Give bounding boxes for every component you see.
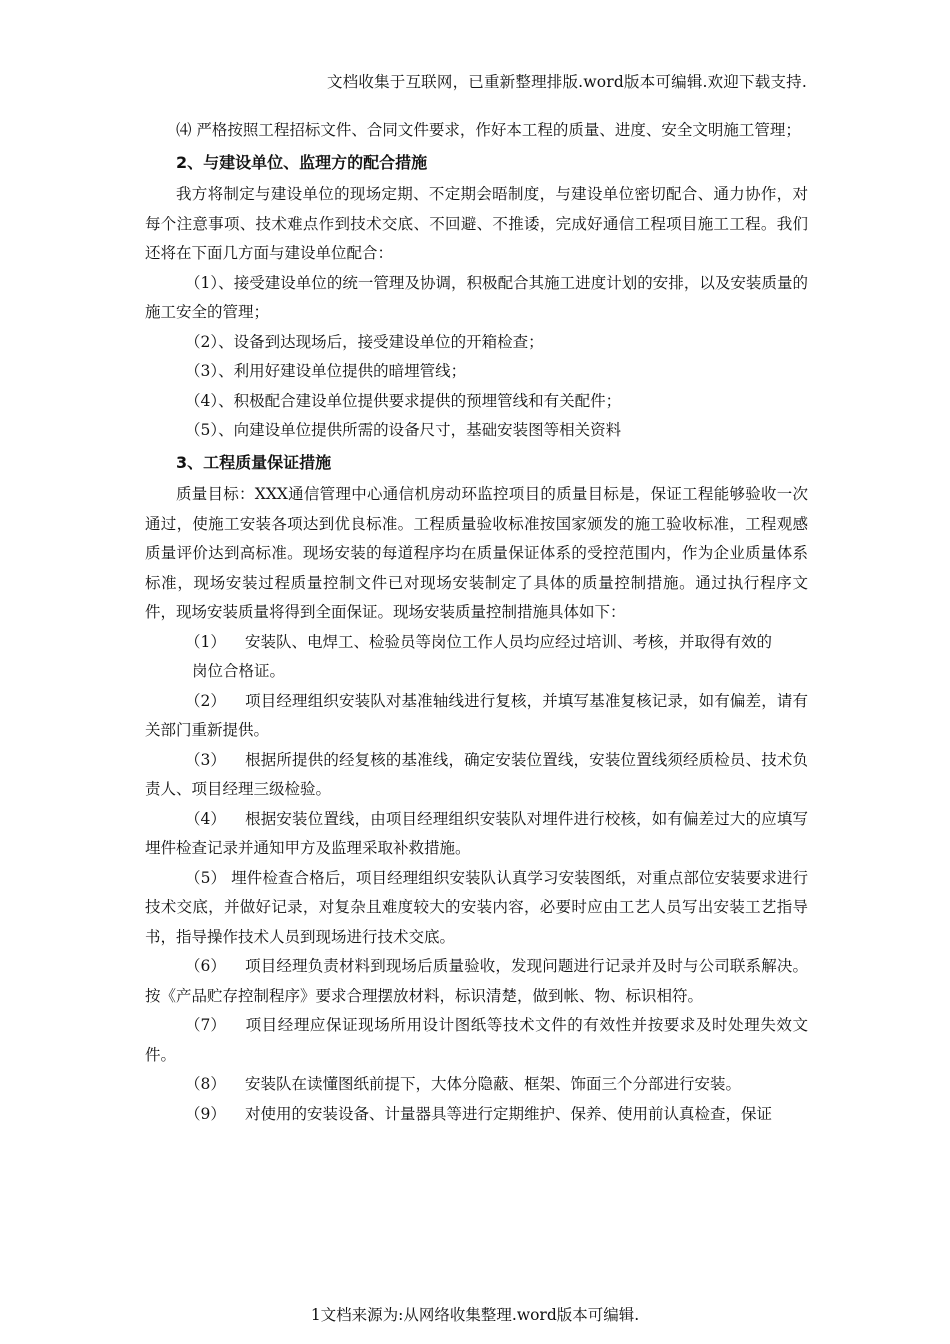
section-2-item: （1）、接受建设单位的统一管理及协调，积极配合其施工进度计划的安排，以及安装质量的施工安全的管理； — [145, 273, 808, 321]
quality-item-3 — [145, 746, 808, 805]
quality-item-7 — [145, 1011, 808, 1070]
page-header: 文档收集于互联网，已重新整理排版.word版本可编辑.欢迎下载支持. — [326, 73, 807, 91]
quality-item-2 — [145, 687, 808, 746]
item-number: （6） — [185, 957, 226, 975]
quality-item-1 — [145, 628, 808, 658]
item-number: （1） — [185, 632, 226, 651]
quality-item-8 — [145, 1070, 808, 1100]
item-number: （4） — [185, 809, 226, 828]
item-text: 安装队、电焊工、检验员等岗位工作人员均应经过培训、考核，并取得有效的 — [245, 632, 773, 651]
item-text: 安装队在读懂图纸前提下，大体分隐蔽、框架、饰面三个分部进行安装。 — [245, 1075, 742, 1093]
quality-item-9 — [145, 1100, 808, 1130]
item-text: 项目经理组织安装队对基准轴线进行复核，并填写基准复核记录，如有偏差，请有关部门重新提供。 — [145, 691, 808, 739]
section-2-heading: 2、与建设单位、监理方的配合措施 — [176, 152, 428, 172]
item-number: （8） — [185, 1075, 226, 1093]
section-2-item: （3）、利用好建设单位提供的暗埋管线； — [185, 362, 467, 380]
section-2-item: （4）、积极配合建设单位提供要求提供的预埋管线和有关配件； — [185, 391, 622, 410]
section-2-item: （5）、向建设单位提供所需的设备尺寸，基础安装图等相关资料 — [185, 421, 622, 439]
item-number: （2） — [185, 691, 226, 710]
item-number: （7） — [185, 1016, 226, 1034]
section-2-item: （2）、设备到达现场后，接受建设单位的开箱检查； — [185, 332, 544, 351]
quality-item-1-continuation: 岗位合格证。 — [192, 662, 286, 680]
item-text: 根据所提供的经复核的基准线，确定安装位置线，安装位置线须经质检员、技术负责人、项目经理三级检验。 — [145, 750, 808, 798]
page-content — [145, 116, 808, 1129]
item-number: （3） — [185, 750, 226, 769]
section-2-paragraph: 我方将制定与建设单位的现场定期、不定期会晤制度，与建设单位密切配合、通力协作，对每个注意事项、技术难点作到技术交底、不回避、不推诿，完成好通信工程项目施工工程。我们还将在下面几方面与建设单位配合： — [145, 185, 808, 262]
quality-item-6 — [145, 952, 808, 1011]
item-text: 项目经理负责材料到现场后质量验收，发现问题进行记录并及时与公司联系解决。按《产品贮存控制程序》要求合理摆放材料，标识清楚，做到帐、物、标识相符。 — [145, 957, 808, 1005]
quality-item-4 — [145, 805, 808, 864]
section-3-heading: 3、工程质量保证措施 — [176, 452, 332, 472]
item-text: 对使用的安装设备、计量器具等进行定期维护、保养、使用前认真检查，保证 — [245, 1104, 773, 1123]
quality-item-5: （5） 埋件检查合格后，项目经理组织安装队认真学习安装图纸，对重点部位安装要求进行技术交底，并做好记录，对复杂且难度较大的安装内容，必要时应由工艺人员写出安装工艺指导书，指导操作技术人员到现场进行技术交底。 — [145, 868, 808, 946]
item-text: 根据安装位置线，由项目经理组织安装队对埋件进行校核，如有偏差过大的应填写埋件检查记录并通知甲方及监理采取补救措施。 — [145, 809, 808, 857]
intro-paragraph: ⑷ 严格按照工程招标文件、合同文件要求，作好本工程的质量、进度、安全文明施工管理； — [176, 121, 801, 139]
page-footer: 1文档来源为:从网络收集整理.word版本可编辑. — [310, 1306, 640, 1324]
item-text: 项目经理应保证现场所用设计图纸等技术文件的有效性并按要求及时处理失效文件。 — [145, 1016, 808, 1064]
item-number: （9） — [185, 1104, 226, 1123]
section-3-paragraph: 质量目标：XXX通信管理中心通信机房动环监控项目的质量目标是，保证工程能够验收一次通过，使施工安装各项达到优良标准。工程质量验收标准按国家颁发的施工验收标准，工程观感质量评价达到高标准。现场安装的每道程序均在质量保证体系的受控范围内，作为企业质量体系标准，现场安装过程质量控制文件已对现场安装制定了具体的质量控制措施。通过执行程序文件，现场安装质量将得到全面保证。现场安装质量控制措施具体如下： — [145, 485, 808, 621]
